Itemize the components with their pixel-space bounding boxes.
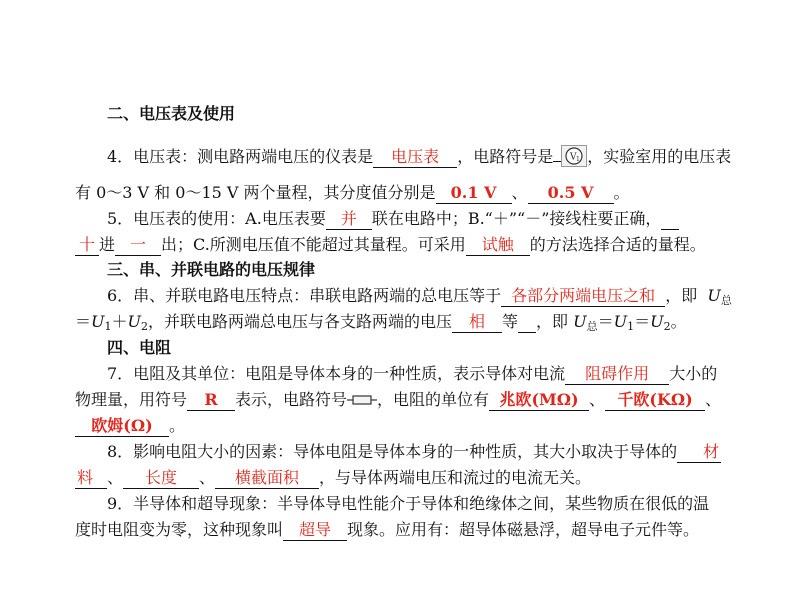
q5-answer-minus: 一 [115,235,161,256]
q9-line2: 度时电阻变为零，这种现象叫 超导 现象。应用有：超导体磁悬浮，超导电子元件等。 [75,520,700,539]
section-heading-voltmeter: 二、电压表及使用 [107,104,236,123]
q4-line1: 4．电压表：测电路两端电压的仪表是 电压表 ，电路符号是 V 1 ，实验室用的电压表 [107,147,732,166]
resistor-symbol-icon [347,394,377,406]
q8-answer-length: 长度 [123,468,199,489]
q4-answer-division-small: 0.1 V [436,183,512,204]
q5-answer-plus: 十 [75,235,99,256]
q7-answer-megaohm: 兆欧(MΩ) [489,390,589,411]
q7-answer-kiloohm: 千欧(KΩ) [605,390,705,411]
q8-line1: 8．影响电阻大小的因素：导体电阻是导体本身的一种性质，其大小取决于导体的 材 [107,442,720,461]
q7-answer-symbol: R [187,390,235,411]
q6-line2: $=U_1+U_2$，并联电路两端总电压与各支路两端的电压 相 等 ，即 U总$=U_1=U_2$。 [75,312,687,333]
svg-text:V: V [570,152,577,163]
voltmeter-symbol-icon [561,145,587,167]
q7-answer-hinder: 阻碍作用 [565,364,669,385]
q6-line1: 6．串、并联电路电压特点：串联电路两端的总电压等于 各部分两端电压之和 ，即 U总 [107,286,732,307]
q4-answer-division-large: 0.5 V [528,183,614,204]
q4-answer-instrument: 电压表 [373,147,457,168]
q8-answer-material-part2: 料 [75,468,107,489]
q5-line1: 5．电压表的使用：A.电压表要 并 联在电路中；B.“＋”“－”接线柱要正确， [107,206,679,232]
q6-answer-equal: 相 [452,312,502,333]
q6-answer-sum: 各部分两端电压之和 [501,286,665,307]
svg-text:1: 1 [576,156,581,163]
q9-answer-superconduct: 超导 [283,520,347,541]
section-heading-resistance: 四、电阻 [107,338,172,357]
q7-line2: 物理量，用符号 R 表示，电路符号 ，电阻的单位有 兆欧(MΩ) 、 千欧(KΩ) 、 [75,390,722,409]
q7-line1: 7．电阻及其单位：电阻是导体本身的一种性质，表示导体对电流 阻碍作用 大小的 [107,364,718,383]
q9-line1: 9．半导体和超导现象：半导体导电性能介于导体和绝缘体之间，某些物质在很低的温 [107,494,710,513]
section-heading-series-parallel: 三、串、并联电路的电压规律 [107,260,316,279]
q8-line2: 料 、 长度 、 横截面积 ，与导体两端电压和流过的电流无关。 [77,468,592,487]
q8-answer-material-part1: 材 [677,442,721,463]
q4-line2: 有 0～3 V 和 0～15 V 两个量程，其分度值分别是 0.1 V 、 0.5 V 。 [75,183,630,202]
q7-line3: 欧姆(Ω) 。 [75,413,185,439]
q8-answer-cross-section: 横截面积 [215,468,319,489]
q5-answer-trial: 试触 [466,235,530,256]
q7-answer-ohm: 欧姆(Ω) [75,416,169,437]
q5-line2: 十 进 一 出；C.所测电压值不能超过其量程。可采用 试触 的方法选择合适的量程。 [75,232,706,258]
q5-answer-parallel: 并 [326,209,372,230]
